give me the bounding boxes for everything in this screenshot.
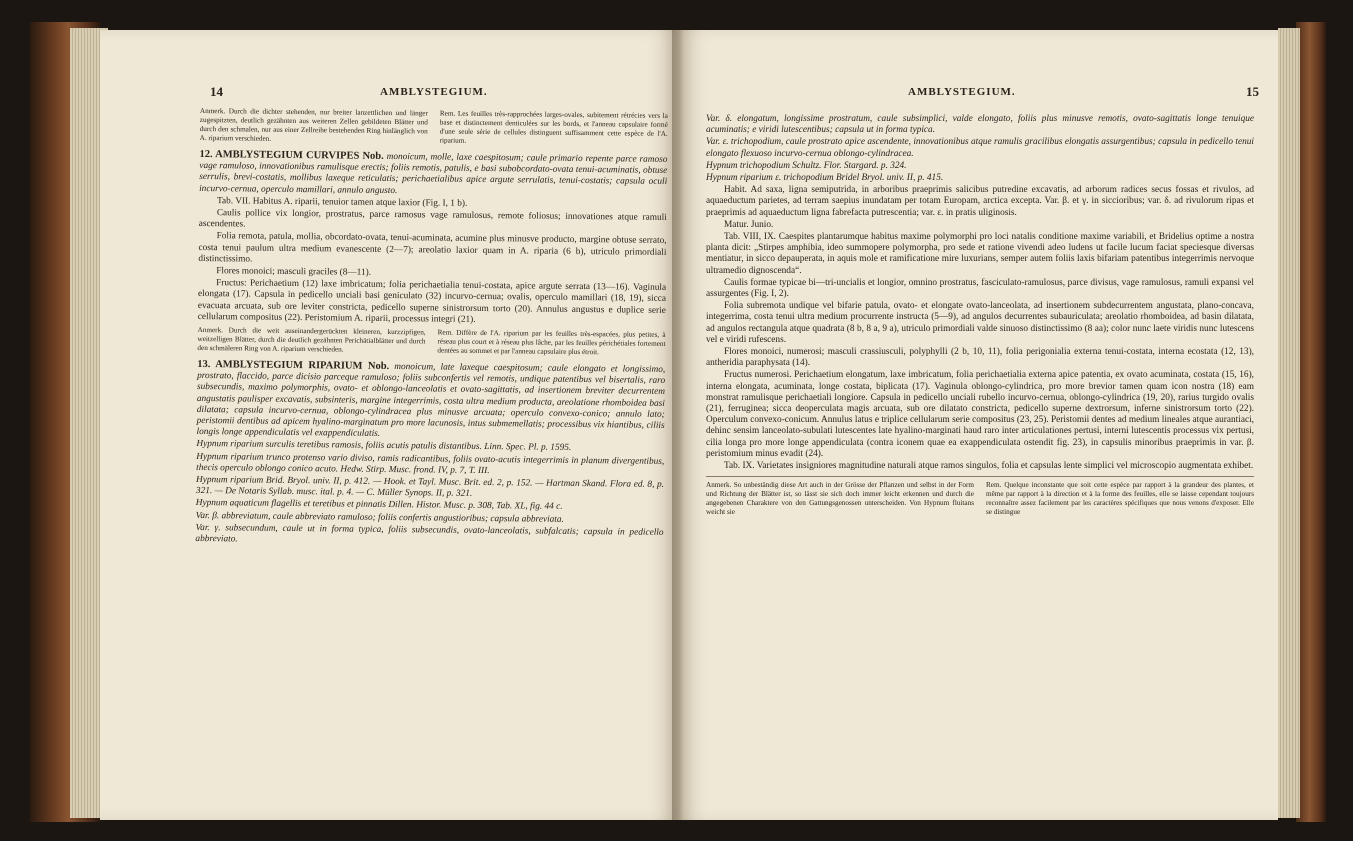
- paragraph: Habit. Ad saxa, ligna semiputrida, in arboribus praeprimis salicibus putredine excavatis, ad arborum radices secus fossas et rivulos, ad aquaeductum parietes, ad terram saepius inundatam per totam Europam, arctica excepta. Var. β. et γ. in siccioribus; var. δ. ad rivulorum ripas et praeprimis ad aquaeductum ligna fabrefacta putrescentia; var. ε. in pratis uliginosis.: [706, 185, 1254, 218]
- paragraph: Flores monoici; masculi graciles (8—11).: [216, 266, 372, 278]
- note-german: Anmerk. So unbeständig diese Art auch in der Grösse der Pflanzen und selbst in der Form und Richtung der Blätter ist, so lässt sie sich doch immer leicht erkennen und durch die angegebenen Charaktere von den Gattungsgenossen unterscheiden. Von Hypnum fluitans weicht sie: [706, 481, 974, 517]
- note-german: Anmerk. Durch die weit auseinandergerückten kleineren, kurzzipfigen, weitzelligen Blätter, durch die deutlich gezähnten Perichätialblätter und durch den schmäleren Ring von A. riparium verschieden.: [197, 326, 426, 354]
- left-page: [100, 30, 678, 820]
- right-cover-edge: [1296, 22, 1326, 822]
- page-number: 15: [1246, 84, 1259, 99]
- note-french: Rem. Quelque inconstante que soit cette espèce par rapport à la grandeur des plantes, et même par rapport à la direction et à la forme des feuilles, elle se laisse cependant toujours reconnaître assez facilement par les caractères spécifiques que nous venons d'exposer. Elle se distingue: [986, 481, 1254, 517]
- paragraph: Tab. VIII, IX. Caespites plantarumque habitus maxime polymorphi pro loci natalis conditione maxime variabili, et Bridelius optime a nostra planta dicit: „Stirpes amphibia, ideo summopere polymorpha, pro sede et ratione vivendi adeo ludens ut facile lucum faciat speciesque diversas mentiatur, in sicco depauperata, in aquis mole et ramificatione mire luxurians, semper autem foliis laxis bifariam patentibus integerrimis nervoque ultramedio dignoscenda“.: [706, 232, 1254, 276]
- synonym: Hypnum riparium ε. trichopodium Bridel Bryol. univ. II, p. 415.: [706, 173, 944, 184]
- running-head: AMBLYSTEGIUM.: [908, 86, 1016, 98]
- right-page-text: [706, 114, 1254, 523]
- synonym: Hypnum riparium trunco protenso vario diviso, ramis radicantibus, foliis ovato-acutis integerrimis in planum divergentibus, thecis operculo oblongo conico acuto. Hedw. Stirp. Musc. frond. IV, p. 7, T. III.: [196, 451, 665, 476]
- diagnosis: monoicum, late laxeque caespitosum; caule elongato et longissimo, prostrato, flaccido, parce dicisio parceque ramuloso; foliis subconfertis vel remotis, undique patentibus vel bisertalis, raro subsecundis, maximo polymorphis, ovato- et oblongo-lanceolatis et ovato-sagittatis, ad insertionem breviter decurrentem angustatis paulisper excavatis, subsinteris, margine integerrimis, costa ultra medium producta, areolatione rhomboidea basi dilatata; capsula incurvo-cernua, oblongo-cylindracea plus minusve arcuata; operculo convexo-conico; annulo lato; peristomii dentibus ad apicem hyalino-marginatum pro more lacunosis, intus submemellatis; processibus vix hiantibus, ciliis longis longe appendiculatis vel exappendiculatis.: [196, 362, 666, 440]
- paragraph: Tab. VII. Habitus A. riparii, tenuior tamen atque laxior (Fig. I, 1 b).: [216, 195, 468, 209]
- page-number: 14: [210, 84, 223, 99]
- note-french: Rem. Les feuilles très-rapprochées larges-ovales, subitement rétrécies vers la base et distinctement denticulées sur les bords, et l'anneau capsulaire formé d'une seule série de cellules distinguent suffisamment cette espèce de l'A. riparium.: [439, 109, 668, 145]
- synonym: Hypnum trichopodium Schultz. Flor. Stargard. p. 324.: [706, 160, 907, 171]
- synonym: Hypnum riparium Brid. Bryol. univ. II, p. 412. — Hook. et Tayl. Musc. Brit. ed. 2, p. 152. — Hartman Skand. Flora ed. 8, p. 321. — De Notaris Syllab. musc. ital. p. 4. — C. Müller Synops. II, p. 321.: [195, 475, 665, 500]
- paragraph: Caulis pollice vix longior, prostratus, parce ramosus vage ramulosus, remote foliosus; innovationes atque ramuli ascendentes.: [198, 208, 667, 230]
- synonym: Hypnum aquaticum flagellis et teretibus et pinnatis Dillen. Histor. Musc. p. 308, Tab. XL, fig. 44 c.: [195, 498, 563, 513]
- paragraph: Flores monoici, numerosi; masculi crassiusculi, polyphylli (2 b, 10, 11), folia perigonialia externa tenui-costata, interna ecostata (12, 13), antheridia paraphysata (14).: [706, 347, 1254, 369]
- paragraph: Fructus numerosi. Perichaetium elongatum, laxe imbricatum, folia perichaetialia externa apice patentia, ex ovato acuminata, costata (15, 16), interna elongata, acuminata, longe costata, biplicata (17). Vaginula oblongo-cylindrica, pro more brevior tamen quam icon nostra (18) eam monstrat ramulisque perichaetiali longiore. Capsula in pedicello unciali rubello incurvo-cernua, oblongo-cylindrica (19, 20), rarius turgido ovalis (21), ferruginea; sicca deoperculata magis arcuata, sub ore dilatato constricta, pedicello superne dextrorsum, inferne sinistrorsum torto (22). Operculum convexo-conicum. Annulus latus e triplice cellularum serie compositus (23, 25). Peristomii dentes ad medium lineales atque aurantiaci, dehinc sensim lanceolato-subulati lutescentes late hyalino-marginati haud raro inter articulationes pertusi, interni lutescentis processus vix pertusi, cilia longa pro more longe appendiculata (contra iconem quae ea exappendiculata ostendit fig. 23), in capsulis minoribus praeprimis in var. β. peristomium minus evadit (24).: [706, 370, 1254, 459]
- synonym: Hypnum riparium surculis teretibus ramosis, foliis acutis patulis distantibus. Linn. Spec. Pl. p. 1595.: [196, 439, 572, 454]
- paragraph: Tab. IX. Varietates insigniores magnitudine naturali atque ramos singulos, folia et capsulas lente simplici vel microscopio augmentata exhibet.: [724, 461, 1254, 472]
- note-german: Anmerk. Durch die dichter stehenden, nur breiter lanzettlichen und länger zugespitzten, deutlich gezähnten aus weiteren Zellen gebildeten Blätter und durch den schmalen, nur aus einer Zellreihe bestehenden Ring hinlänglich von A. riparium verschieden.: [199, 106, 428, 143]
- left-page-text: [195, 104, 668, 551]
- paragraph: Folia subremota undique vel bifarie patula, ovato- et elongate ovato-lanceolata, ad insertionem subdecurrentem angustata, plano-concava, integerrima, costa tenui ultra medium procurrente instructa (5—9), ad angulos decurrentes subauriculata; areolatio rhomboidea, ad basin dilatata, ad angulos rectangula atque quadrata (8 b, 8 a, 9 a), utriculo primordiali valde sinuoso distinctissimo (8 aa); color nunc laete viridis nunc lutescens vel e viridi rufescens.: [706, 301, 1254, 345]
- paragraph: Folia remota, patula, mollia, obcordato-ovata, tenui-acuminata, acumine plus minusve producto, margine obtuse serrato, costa tenui paulum ultra medium evanescente (2—7); areolatio laxior quam in A. riparia (6 b), utriculo primordiali distinctissimo.: [198, 231, 667, 265]
- book-gutter: [672, 30, 684, 820]
- right-page-stack: [1278, 28, 1300, 818]
- footnote-block: [706, 481, 1254, 517]
- variety: Var. ε. trichopodium, caule prostrato apice ascendente, innovationibus atque ramulis gracilibus elongatis assurgentibus; capsula in pedicello tenui elongato flexuoso incurvo-cernua oblongo-cylindracea.: [706, 137, 1254, 159]
- species-heading: 13. AMBLYSTEGIUM RIPARIUM Nob.: [197, 359, 390, 373]
- variety: Var. β. abbreviatum, caule abbreviato ramuloso; foliis confertis angustioribus; capsula abbreviata.: [195, 510, 564, 525]
- paragraph: Caulis formae typicae bi—tri-uncialis et longior, omnino prostratus, fasciculato-ramulosus, parce divisus, vage ramulosus, ramuli expansi vel assurgentes (Fig. I, 2).: [706, 277, 1254, 300]
- paragraph: Matur. Junio.: [724, 219, 774, 230]
- divider: [706, 476, 1254, 477]
- footnote-block: [197, 326, 665, 358]
- species-heading: 12. AMBLYSTEGIUM CURVIPES Nob.: [199, 148, 384, 162]
- diagnosis: monoicum, molle, laxe caespitosum; caule primario repente parce ramoso vage ramuloso, innovationibus ramulisque erectis; foliis remotis, patulis, e basi subobcordato-ovata tenui-acuminatis, obtuse serrulis, brevi-costatis, mollibus laxeque reticulatis; perichaetialibus apice argute serrulatis, tenui-costatis; capsula oculi incurvo-cernua, operculo mamillari, annulo angusto.: [199, 151, 668, 196]
- right-page: [678, 30, 1278, 820]
- running-head: AMBLYSTEGIUM.: [380, 86, 488, 98]
- footnote-block: [200, 107, 668, 148]
- note-french: Rem. Diffère de l'A. riparium par les feuilles très-espacées, plus petites, à réseau plus court et à réseau plus lâche, par les feuilles périchétiales fortement dentées au sommet et par l'anneau capsulaire plus étroit.: [437, 328, 666, 357]
- variety: Var. δ. elongatum, longissime prostratum, caule subsimplici, valde elongato, foliis plus minusve remotis, ovato-sagittatis longe tenuique acuminatis; e viridi lutescentibus; capsula ut in forma typica.: [706, 114, 1254, 136]
- paragraph: Fructus: Perichaetium (12) laxe imbricatum; folia perichaetialia tenui-costata, apice argute serrata (13—16). Vaginula elongata (17). Capsula in pedicello unciali basi geniculato (32) incurvo-cernua; ovalis, operculo mamillari (18, 19), sicca evacuata arcuata, sub ore leviter constricta, pedicello superne sinistrorsum torto (20). Annulus angustus e duplice serie cellularum compositus (22). Peristomium A. riparii, processus integri (21).: [197, 278, 667, 325]
- variety: Var. γ. subsecundum, caule ut in forma typica, foliis subsecundis, ovato-lanceolatis, subfalcatis; capsula in pedicello abbreviato.: [195, 522, 664, 545]
